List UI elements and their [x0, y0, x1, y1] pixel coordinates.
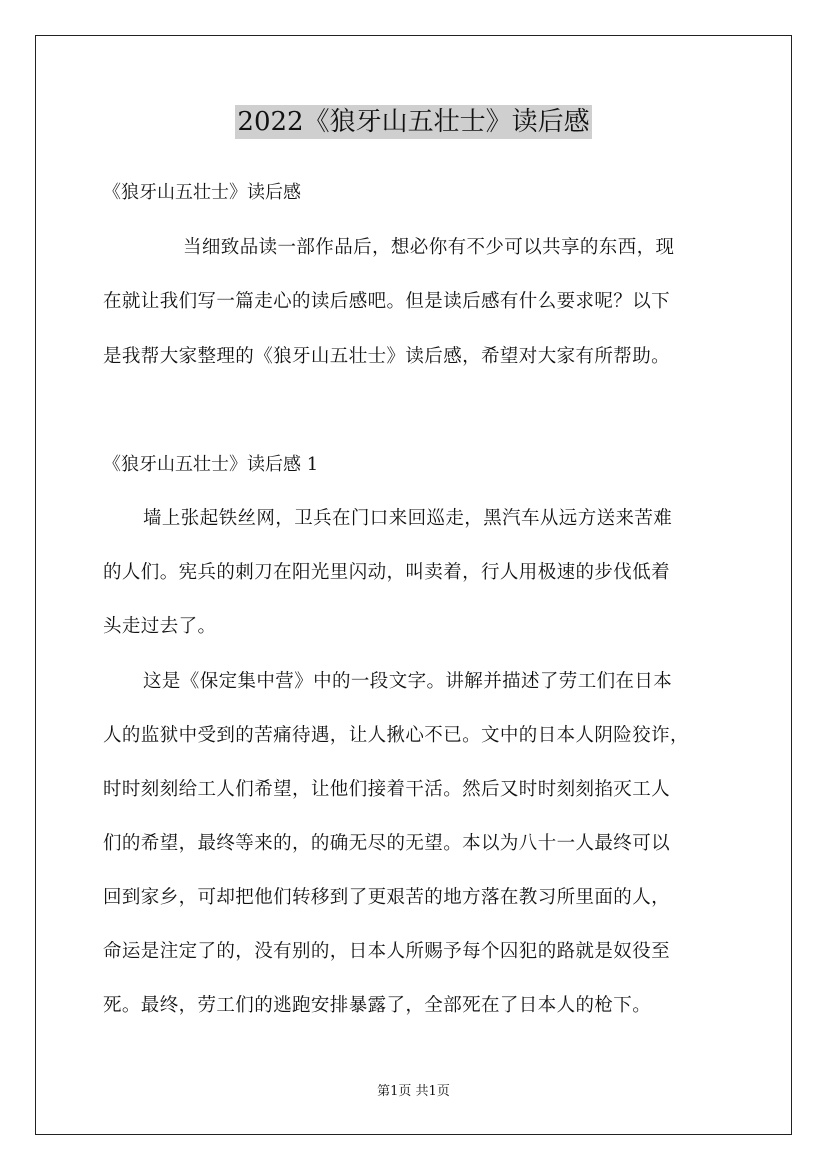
intro-line: 是我帮大家整理的《狼牙山五壮士》读后感，希望对大家有所帮助。 [103, 346, 671, 367]
paragraph-line: 人的监狱中受到的苦痛待遇，让人揪心不已。文中的日本人阴险狡诈， [103, 725, 689, 746]
document-title-text: 2022《狼牙山五壮士》读后感 [237, 107, 590, 137]
paragraph-line: 头走过去了。 [103, 616, 217, 637]
intro-line: 在就让我们写一篇走心的读后感吧。但是读后感有什么要求呢？以下 [103, 291, 671, 312]
document-title [0, 100, 827, 144]
paragraph-line: 们的希望，最终等来的，的确无尽的无望。本以为八十一人最终可以 [103, 833, 671, 854]
paragraph-line: 时时刻刻给工人们希望，让他们接着干活。然后又时时刻刻掐灭工人 [103, 779, 671, 800]
paragraph-line: 回到家乡，可却把他们转移到了更艰苦的地方落在教习所里面的人， [103, 887, 671, 908]
section-heading: 《狼牙山五壮士》读后感 1 [103, 454, 319, 475]
paragraph-line: 墙上张起铁丝网，卫兵在门口来回巡走，黑汽车从远方送来苦难 [143, 508, 673, 529]
subtitle: 《狼牙山五壮士》读后感 [103, 182, 301, 203]
page-number-footer: 第1页 共1页 [377, 1084, 450, 1099]
intro-line: 当细致品读一部作品后，想必你有不少可以共享的东西，现 [183, 237, 675, 258]
paragraph-line: 的人们。宪兵的刺刀在阳光里闪动，叫卖着，行人用极速的步伐低着 [103, 562, 671, 583]
paragraph-line: 这是《保定集中营》中的一段文字。讲解并描述了劳工们在日本 [143, 671, 673, 692]
paragraph-line: 命运是注定了的，没有别的，日本人所赐予每个囚犯的路就是奴役至 [103, 941, 671, 962]
paragraph-line: 死。最终，劳工们的逃跑安排暴露了，全部死在了日本人的枪下。 [103, 995, 652, 1016]
